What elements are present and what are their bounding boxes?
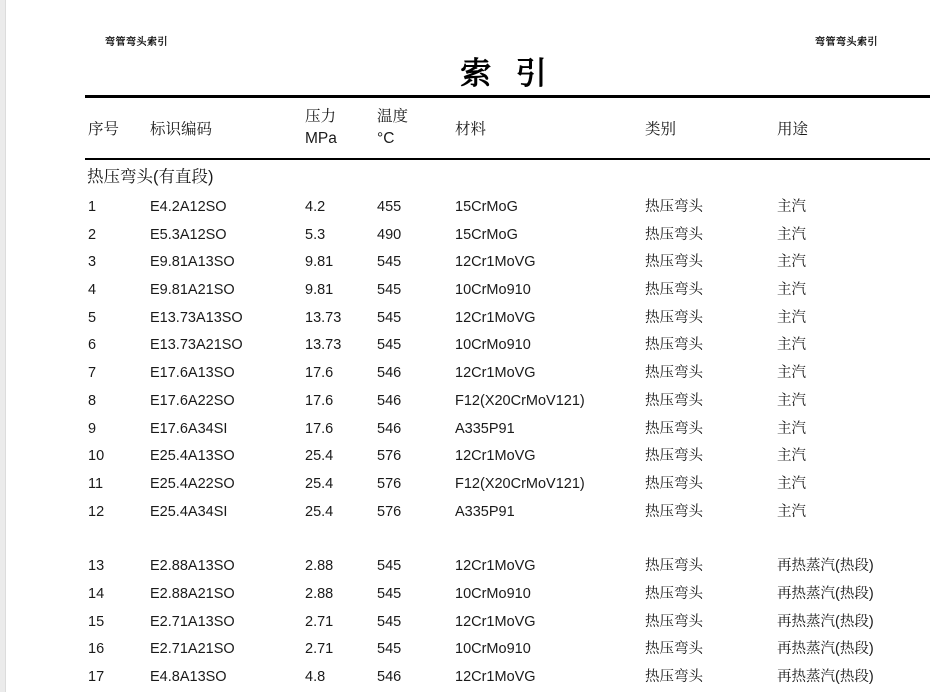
cell-material: F12(X20CrMoV121) — [455, 392, 585, 409]
cell-pressure: 13.73 — [305, 309, 342, 326]
table-row — [85, 443, 930, 471]
cell-code: E5.3A12SO — [150, 226, 227, 243]
cell-purpose: 再热蒸汽(热段) — [777, 558, 874, 575]
cell-pressure: 9.81 — [305, 254, 334, 271]
cell-no: 14 — [88, 585, 105, 602]
cell-no: 3 — [88, 254, 97, 271]
cell-material: 12Cr1MoVG — [455, 365, 536, 382]
table-row — [85, 332, 930, 360]
cell-category: 热压弯头 — [645, 282, 703, 299]
running-header-right: 弯管弯头索引 — [815, 37, 878, 48]
cell-code: E2.71A21SO — [150, 641, 235, 658]
cell-temp: 545 — [377, 282, 402, 299]
header-temperature-label: 温度 — [377, 108, 409, 125]
cell-material: F12(X20CrMoV121) — [455, 475, 585, 492]
cell-no: 2 — [88, 226, 97, 243]
header-material: 材料 — [455, 121, 487, 138]
cell-material: 12Cr1MoVG — [455, 613, 536, 630]
cell-pressure: 25.4 — [305, 503, 334, 520]
header-category: 类别 — [645, 121, 677, 138]
table-row — [85, 305, 930, 333]
table-row — [85, 553, 930, 581]
header-temperature-unit: °C — [377, 130, 395, 147]
cell-pressure: 17.6 — [305, 420, 334, 437]
cell-material: 15CrMoG — [455, 226, 518, 243]
cell-purpose: 再热蒸汽(热段) — [777, 585, 874, 602]
cell-no: 16 — [88, 641, 105, 658]
cell-category: 热压弯头 — [645, 503, 703, 520]
table-row — [85, 249, 930, 277]
table-row — [85, 416, 930, 444]
table-row — [85, 194, 930, 222]
table-row — [85, 499, 930, 527]
cell-purpose: 主汽 — [777, 226, 806, 243]
cell-code: E25.4A22SO — [150, 475, 235, 492]
cell-temp: 545 — [377, 337, 402, 354]
cell-no: 7 — [88, 365, 97, 382]
cell-purpose: 主汽 — [777, 392, 806, 409]
cell-purpose: 再热蒸汽(热段) — [777, 613, 874, 630]
cell-code: E4.8A13SO — [150, 669, 227, 685]
cell-category: 热压弯头 — [645, 254, 703, 271]
cell-temp: 545 — [377, 254, 402, 271]
header-temperature — [377, 106, 455, 150]
cell-pressure: 2.71 — [305, 641, 334, 658]
cell-category: 热压弯头 — [645, 475, 703, 492]
cell-category: 热压弯头 — [645, 392, 703, 409]
cell-material: 12Cr1MoVG — [455, 254, 536, 271]
cell-category: 热压弯头 — [645, 226, 703, 243]
cell-purpose: 主汽 — [777, 337, 806, 354]
cell-temp: 576 — [377, 475, 402, 492]
cell-purpose: 主汽 — [777, 309, 806, 326]
cell-temp: 490 — [377, 226, 402, 243]
header-purpose: 用途 — [777, 121, 809, 138]
cell-temp: 576 — [377, 503, 402, 520]
cell-no: 11 — [88, 475, 104, 492]
cell-category: 热压弯头 — [645, 641, 703, 658]
table-row — [85, 222, 930, 250]
cell-code: E2.71A13SO — [150, 613, 235, 630]
cell-category: 热压弯头 — [645, 669, 703, 685]
cell-no: 5 — [88, 309, 97, 326]
cell-no: 1 — [88, 199, 97, 215]
cell-pressure: 25.4 — [305, 475, 334, 492]
cell-purpose: 主汽 — [777, 254, 806, 271]
table-row — [85, 581, 930, 609]
cell-material: 12Cr1MoVG — [455, 309, 536, 326]
table-row — [85, 277, 930, 305]
cell-category: 热压弯头 — [645, 448, 703, 465]
cell-material: 12Cr1MoVG — [455, 669, 536, 685]
cell-temp: 546 — [377, 420, 402, 437]
cell-pressure: 2.88 — [305, 585, 334, 602]
cell-code: E4.2A12SO — [150, 199, 227, 215]
table-row — [85, 664, 930, 692]
table-row — [85, 636, 930, 664]
cell-purpose: 再热蒸汽(热段) — [777, 641, 874, 658]
cell-no: 12 — [88, 503, 105, 520]
cell-category: 热压弯头 — [645, 585, 703, 602]
cell-category: 热压弯头 — [645, 337, 703, 354]
cell-code: E2.88A21SO — [150, 585, 235, 602]
header-no: 序号 — [88, 121, 120, 138]
cell-pressure: 25.4 — [305, 448, 334, 465]
table-row — [85, 609, 930, 637]
cell-material: A335P91 — [455, 503, 515, 520]
table-header-row — [85, 98, 930, 160]
page-title: 索 引 — [460, 56, 555, 91]
cell-purpose: 主汽 — [777, 282, 806, 299]
cell-code: E17.6A22SO — [150, 392, 235, 409]
cell-code: E9.81A13SO — [150, 254, 235, 271]
cell-category: 热压弯头 — [645, 365, 703, 382]
table-body-group-reheat-steam — [85, 553, 930, 691]
cell-category: 热压弯头 — [645, 613, 703, 630]
cell-code: E13.73A13SO — [150, 309, 243, 326]
cell-code: E13.73A21SO — [150, 337, 243, 354]
section-title: 热压弯头(有直段) — [87, 168, 214, 186]
cell-code: E2.88A13SO — [150, 558, 235, 575]
table-body-group-main-steam — [85, 194, 930, 526]
cell-temp: 545 — [377, 309, 402, 326]
cell-material: 10CrMo910 — [455, 282, 531, 299]
cell-category: 热压弯头 — [645, 199, 703, 215]
cell-temp: 545 — [377, 641, 402, 658]
cell-purpose: 主汽 — [777, 503, 806, 520]
cell-temp: 546 — [377, 365, 402, 382]
cell-material: 15CrMoG — [455, 199, 518, 215]
cell-no: 10 — [88, 448, 105, 465]
cell-code: E25.4A13SO — [150, 448, 235, 465]
cell-no: 15 — [88, 613, 105, 630]
cell-pressure: 13.73 — [305, 337, 342, 354]
cell-material: 12Cr1MoVG — [455, 448, 536, 465]
header-pressure — [305, 106, 377, 150]
cell-purpose: 主汽 — [777, 199, 806, 215]
cell-pressure: 5.3 — [305, 226, 326, 243]
cell-temp: 545 — [377, 613, 402, 630]
cell-material: 10CrMo910 — [455, 641, 531, 658]
cell-purpose: 主汽 — [777, 475, 806, 492]
cell-purpose: 主汽 — [777, 365, 806, 382]
cell-temp: 545 — [377, 585, 402, 602]
cell-pressure: 4.8 — [305, 669, 326, 685]
cell-pressure: 2.71 — [305, 613, 334, 630]
index-table — [85, 95, 930, 692]
cell-pressure: 2.88 — [305, 558, 334, 575]
cell-no: 6 — [88, 337, 97, 354]
cell-code: E17.6A13SO — [150, 365, 235, 382]
cell-no: 4 — [88, 282, 97, 299]
cell-purpose: 主汽 — [777, 420, 806, 437]
header-code: 标识编码 — [150, 121, 213, 138]
cell-category: 热压弯头 — [645, 420, 703, 437]
running-header-left: 弯管弯头索引 — [105, 37, 168, 48]
cell-purpose: 主汽 — [777, 448, 806, 465]
table-row — [85, 388, 930, 416]
cell-pressure: 17.6 — [305, 365, 334, 382]
cell-material: 10CrMo910 — [455, 337, 531, 354]
cell-material: 10CrMo910 — [455, 585, 531, 602]
group-spacer — [85, 526, 930, 553]
cell-no: 13 — [88, 558, 105, 575]
cell-no: 9 — [88, 420, 97, 437]
cell-pressure: 17.6 — [305, 392, 334, 409]
cell-category: 热压弯头 — [645, 558, 703, 575]
cell-no: 8 — [88, 392, 97, 409]
cell-temp: 545 — [377, 558, 402, 575]
cell-code: E25.4A34SI — [150, 503, 228, 520]
cell-no: 17 — [88, 669, 105, 685]
cell-temp: 546 — [377, 669, 402, 685]
table-row — [85, 360, 930, 388]
header-pressure-label: 压力 — [305, 108, 337, 125]
cell-pressure: 4.2 — [305, 199, 326, 215]
header-pressure-unit: MPa — [305, 130, 337, 147]
cell-material: A335P91 — [455, 420, 515, 437]
cell-material: 12Cr1MoVG — [455, 558, 536, 575]
page-left-edge — [0, 0, 6, 692]
cell-temp: 546 — [377, 392, 402, 409]
cell-pressure: 9.81 — [305, 282, 334, 299]
table-row — [85, 471, 930, 499]
cell-code: E9.81A21SO — [150, 282, 235, 299]
cell-purpose: 再热蒸汽(热段) — [777, 669, 874, 685]
cell-temp: 455 — [377, 199, 402, 215]
cell-category: 热压弯头 — [645, 309, 703, 326]
cell-code: E17.6A34SI — [150, 420, 228, 437]
cell-temp: 576 — [377, 448, 402, 465]
